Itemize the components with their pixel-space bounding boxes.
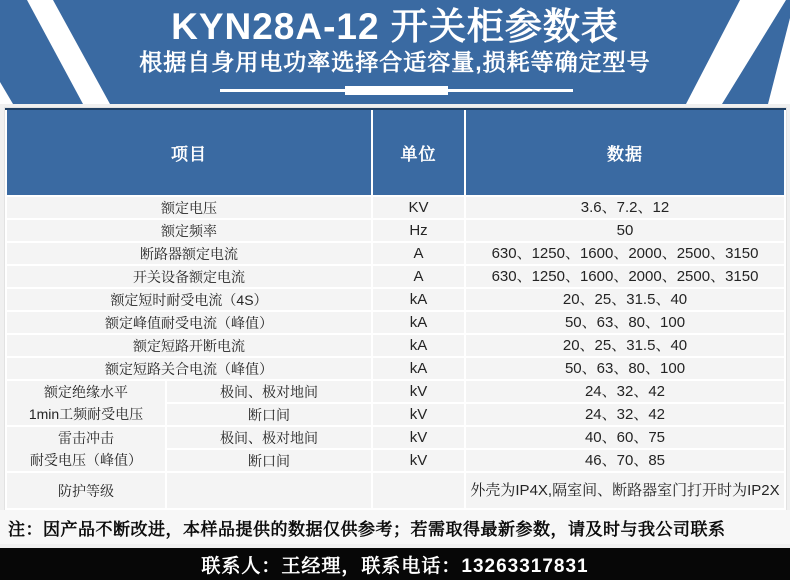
param-name: 开关设备额定电流 (7, 266, 371, 287)
param-value: 40、60、75 (466, 427, 784, 448)
param-unit: kV (373, 381, 464, 402)
param-unit: KV (373, 197, 464, 218)
param-unit: kA (373, 358, 464, 379)
param-unit: A (373, 243, 464, 264)
param-group-label-line2: 1min工频耐受电压 (28, 406, 144, 422)
param-unit: kV (373, 427, 464, 448)
note-text: 注：因产品不断改进，本样品提供的数据仅供参考；若需取得最新参数，请及时与我公司联系 (0, 510, 790, 544)
param-group-label-line1: 雷击冲击 (58, 430, 114, 446)
param-group-label (7, 381, 165, 425)
param-value: 24、32、42 (466, 381, 784, 402)
param-unit: kA (373, 312, 464, 333)
param-unit: A (373, 266, 464, 287)
param-name: 额定峰值耐受电流（峰值） (7, 312, 371, 333)
param-unit: kA (373, 289, 464, 310)
parameter-table (5, 108, 786, 510)
param-name: 额定短路开断电流 (7, 335, 371, 356)
param-unit: kA (373, 335, 464, 356)
param-group-label-line2: 耐受电压（峰值） (30, 452, 142, 468)
param-value: 3.6、7.2、12 (466, 197, 784, 218)
param-value: 46、70、85 (466, 450, 784, 471)
param-value: 50 (466, 220, 784, 241)
param-name: 额定短路关合电流（峰值） (7, 358, 371, 379)
page-subtitle: 根据自身用电功率选择合适容量,损耗等确定型号 (139, 49, 651, 75)
param-subname: 断口间 (167, 450, 371, 471)
param-value: 20、25、31.5、40 (466, 335, 784, 356)
param-value: 50、63、80、100 (466, 312, 784, 333)
param-value: 外壳为IP4X,隔室间、断路器室门打开时为IP2X (466, 473, 784, 508)
header-data: 数据 (466, 110, 784, 195)
param-value: 20、25、31.5、40 (466, 289, 784, 310)
param-value: 630、1250、1600、2000、2500、3150 (466, 243, 784, 264)
param-value: 50、63、80、100 (466, 358, 784, 379)
param-unit: kV (373, 404, 464, 425)
contact-bar (0, 548, 790, 580)
param-unit: kV (373, 450, 464, 471)
param-group-label-line1: 额定绝缘水平 (44, 384, 128, 400)
contact-text: 联系人：王经理，联系电话：13263317831 (201, 555, 589, 577)
param-subname: 断口间 (167, 404, 371, 425)
param-group-label (7, 427, 165, 471)
param-subname: 极间、极对地间 (167, 427, 371, 448)
param-value: 24、32、42 (466, 404, 784, 425)
param-name: 断路器额定电流 (7, 243, 371, 264)
subtitle-underline-accent (345, 86, 448, 95)
param-name: 额定频率 (7, 220, 371, 241)
param-unit (373, 473, 464, 508)
header-unit: 单位 (373, 110, 464, 195)
param-unit: Hz (373, 220, 464, 241)
banner (0, 0, 790, 104)
param-name: 防护等级 (7, 473, 165, 508)
header-item: 项目 (7, 110, 371, 195)
param-subname-empty (167, 473, 371, 508)
param-name: 额定短时耐受电流（4S） (7, 289, 371, 310)
param-value: 630、1250、1600、2000、2500、3150 (466, 266, 784, 287)
param-name: 额定电压 (7, 197, 371, 218)
page-title: KYN28A-12 开关柜参数表 (171, 6, 619, 47)
param-subname: 极间、极对地间 (167, 381, 371, 402)
